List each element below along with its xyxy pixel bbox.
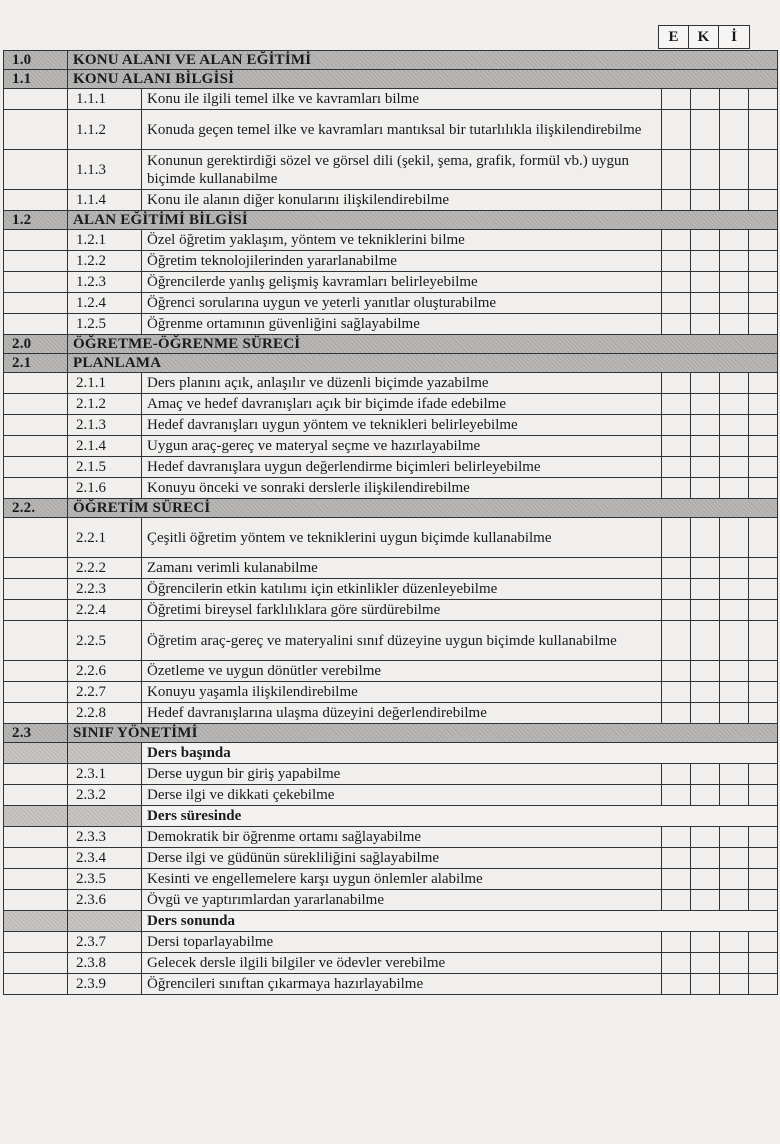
rating-cell-k[interactable] bbox=[691, 373, 720, 394]
rating-cell-extra[interactable] bbox=[749, 764, 778, 785]
criterion-code: 2.1.6 bbox=[68, 478, 142, 499]
criterion-row bbox=[4, 785, 778, 806]
criterion-row bbox=[4, 827, 778, 848]
subsection-code-blank bbox=[68, 806, 142, 827]
rating-cell-extra[interactable] bbox=[749, 314, 778, 335]
rating-cell-k[interactable] bbox=[691, 415, 720, 436]
section-code: 1.1 bbox=[4, 70, 68, 89]
criterion-text: Konu ile ilgili temel ilke ve kavramları bilme bbox=[142, 89, 662, 110]
rating-cell-extra[interactable] bbox=[749, 373, 778, 394]
criterion-text: Hedef davranışları uygun yöntem ve teknikleri belirleyebilme bbox=[142, 415, 662, 436]
subsection-code-blank bbox=[68, 743, 142, 764]
criterion-text: Konunun gerektirdiği sözel ve görsel dili (şekil, şema, grafik, formül vb.) uygun biçimde kullanabilme bbox=[142, 150, 662, 190]
section-code: 2.0 bbox=[4, 335, 68, 354]
criterion-text: Zamanı verimli kulanabilme bbox=[142, 558, 662, 579]
rating-cell-k[interactable] bbox=[691, 293, 720, 314]
criterion-row bbox=[4, 272, 778, 293]
rating-cell-extra[interactable] bbox=[749, 600, 778, 621]
rating-cell-k[interactable] bbox=[691, 457, 720, 478]
rating-cell-i[interactable] bbox=[720, 661, 749, 682]
rating-cell-k[interactable] bbox=[691, 436, 720, 457]
rating-cell-e[interactable] bbox=[662, 869, 691, 890]
criterion-text: Özetleme ve uygun dönütler verebilme bbox=[142, 661, 662, 682]
rating-cell-i[interactable] bbox=[720, 621, 749, 661]
criterion-code: 2.3.1 bbox=[68, 764, 142, 785]
criterion-text: Özel öğretim yaklaşım, yöntem ve tekniklerini bilme bbox=[142, 230, 662, 251]
rating-cell-i[interactable] bbox=[720, 682, 749, 703]
subsection-blank bbox=[4, 911, 68, 932]
rating-cell-i[interactable] bbox=[720, 150, 749, 190]
indent-cell bbox=[4, 953, 68, 974]
rating-cell-extra[interactable] bbox=[749, 579, 778, 600]
rating-cell-extra[interactable] bbox=[749, 394, 778, 415]
rating-cell-extra[interactable] bbox=[749, 621, 778, 661]
rating-cell-e[interactable] bbox=[662, 478, 691, 499]
rating-cell-extra[interactable] bbox=[749, 661, 778, 682]
indent-cell bbox=[4, 682, 68, 703]
rating-cell-i[interactable] bbox=[720, 293, 749, 314]
indent-cell bbox=[4, 457, 68, 478]
criterion-text: Derse ilgi ve dikkati çekebilme bbox=[142, 785, 662, 806]
section-title: ÖĞRETİM SÜRECİ bbox=[68, 499, 778, 518]
section-header-row bbox=[4, 51, 778, 70]
rating-cell-k[interactable] bbox=[691, 314, 720, 335]
criterion-code: 1.2.2 bbox=[68, 251, 142, 272]
criterion-text: Çeşitli öğretim yöntem ve tekniklerini uygun biçimde kullanabilme bbox=[142, 518, 662, 558]
criterion-row bbox=[4, 110, 778, 150]
criterion-row bbox=[4, 415, 778, 436]
criterion-text: Demokratik bir öğrenme ortamı sağlayabilme bbox=[142, 827, 662, 848]
criterion-code: 2.3.3 bbox=[68, 827, 142, 848]
rating-cell-k[interactable] bbox=[691, 848, 720, 869]
rating-cell-e[interactable] bbox=[662, 230, 691, 251]
rating-cell-e[interactable] bbox=[662, 89, 691, 110]
subsection-title: Ders başında bbox=[142, 743, 778, 764]
rating-cell-e[interactable] bbox=[662, 827, 691, 848]
criterion-text: Hedef davranışlarına ulaşma düzeyini değerlendirebilme bbox=[142, 703, 662, 724]
criterion-row bbox=[4, 953, 778, 974]
criterion-row bbox=[4, 394, 778, 415]
indent-cell bbox=[4, 394, 68, 415]
section-title: PLANLAMA bbox=[68, 354, 778, 373]
rating-cell-k[interactable] bbox=[691, 785, 720, 806]
rating-header-k: K bbox=[689, 26, 719, 48]
rating-cell-extra[interactable] bbox=[749, 251, 778, 272]
rating-cell-extra[interactable] bbox=[749, 974, 778, 995]
criterion-text: Övgü ve yaptırımlardan yararlanabilme bbox=[142, 890, 662, 911]
rating-cell-i[interactable] bbox=[720, 478, 749, 499]
rating-cell-k[interactable] bbox=[691, 932, 720, 953]
section-header-row bbox=[4, 499, 778, 518]
criterion-code: 2.3.5 bbox=[68, 869, 142, 890]
criterion-code: 1.1.1 bbox=[68, 89, 142, 110]
subsection-blank bbox=[4, 743, 68, 764]
criterion-text: Öğrencilerin etkin katılımı için etkinlikler düzenleyebilme bbox=[142, 579, 662, 600]
indent-cell bbox=[4, 293, 68, 314]
criterion-code: 2.3.8 bbox=[68, 953, 142, 974]
rating-cell-k[interactable] bbox=[691, 251, 720, 272]
rating-cell-i[interactable] bbox=[720, 974, 749, 995]
rating-cell-extra[interactable] bbox=[749, 848, 778, 869]
rating-cell-i[interactable] bbox=[720, 518, 749, 558]
rating-cell-extra[interactable] bbox=[749, 953, 778, 974]
rating-cell-i[interactable] bbox=[720, 251, 749, 272]
indent-cell bbox=[4, 478, 68, 499]
criterion-row bbox=[4, 457, 778, 478]
rating-cell-k[interactable] bbox=[691, 600, 720, 621]
criterion-code: 1.1.2 bbox=[68, 110, 142, 150]
criterion-row bbox=[4, 478, 778, 499]
rating-cell-i[interactable] bbox=[720, 415, 749, 436]
section-header-row bbox=[4, 211, 778, 230]
criterion-code: 2.2.7 bbox=[68, 682, 142, 703]
criterion-code: 1.1.4 bbox=[68, 190, 142, 211]
rating-cell-e[interactable] bbox=[662, 436, 691, 457]
rating-header-i: İ bbox=[731, 29, 737, 45]
rating-cell-extra[interactable] bbox=[749, 230, 778, 251]
indent-cell bbox=[4, 703, 68, 724]
indent-cell bbox=[4, 932, 68, 953]
rating-cell-e[interactable] bbox=[662, 890, 691, 911]
rating-cell-e[interactable] bbox=[662, 785, 691, 806]
rating-cell-i[interactable] bbox=[720, 869, 749, 890]
criterion-code: 2.3.4 bbox=[68, 848, 142, 869]
rating-cell-extra[interactable] bbox=[749, 293, 778, 314]
indent-cell bbox=[4, 848, 68, 869]
rating-cell-e[interactable] bbox=[662, 394, 691, 415]
rating-cell-e[interactable] bbox=[662, 764, 691, 785]
rating-cell-k[interactable] bbox=[691, 703, 720, 724]
subsection-blank bbox=[4, 806, 68, 827]
criterion-code: 2.1.1 bbox=[68, 373, 142, 394]
rating-column-header bbox=[658, 25, 750, 49]
section-code: 2.1 bbox=[4, 354, 68, 373]
indent-cell bbox=[4, 974, 68, 995]
criterion-row bbox=[4, 703, 778, 724]
rating-cell-i[interactable] bbox=[720, 373, 749, 394]
rating-cell-extra[interactable] bbox=[749, 89, 778, 110]
criterion-text: Konuda geçen temel ilke ve kavramları mantıksal bir tutarlılıkla ilişkilendirebilme bbox=[142, 110, 662, 150]
rating-cell-extra[interactable] bbox=[749, 890, 778, 911]
rating-header-e: E bbox=[659, 26, 689, 48]
criterion-text: Kesinti ve engellemelere karşı uygun önlemler alabilme bbox=[142, 869, 662, 890]
rating-cell-extra[interactable] bbox=[749, 827, 778, 848]
criterion-code: 1.2.4 bbox=[68, 293, 142, 314]
rating-cell-k[interactable] bbox=[691, 869, 720, 890]
rating-cell-extra[interactable] bbox=[749, 558, 778, 579]
subsection-code-blank bbox=[68, 911, 142, 932]
criterion-row bbox=[4, 621, 778, 661]
rating-cell-k[interactable] bbox=[691, 478, 720, 499]
subsection-title: Ders süresinde bbox=[142, 806, 778, 827]
criterion-row bbox=[4, 869, 778, 890]
rating-cell-e[interactable] bbox=[662, 190, 691, 211]
criterion-row bbox=[4, 314, 778, 335]
indent-cell bbox=[4, 436, 68, 457]
rating-cell-i[interactable] bbox=[720, 190, 749, 211]
criterion-text: Derse uygun bir giriş yapabilme bbox=[142, 764, 662, 785]
section-header-row bbox=[4, 354, 778, 373]
criterion-code: 2.1.3 bbox=[68, 415, 142, 436]
section-title: KONU ALANI BİLGİSİ bbox=[68, 70, 778, 89]
criterion-row bbox=[4, 89, 778, 110]
criterion-text: Öğrencileri sınıftan çıkarmaya hazırlayabilme bbox=[142, 974, 662, 995]
rating-cell-i[interactable] bbox=[720, 558, 749, 579]
criterion-text: Dersi toparlayabilme bbox=[142, 932, 662, 953]
rating-cell-extra[interactable] bbox=[749, 785, 778, 806]
criterion-text: Amaç ve hedef davranışları açık bir biçimde ifade edebilme bbox=[142, 394, 662, 415]
criterion-code: 2.3.2 bbox=[68, 785, 142, 806]
section-code: 2.2. bbox=[4, 499, 68, 518]
rating-cell-i[interactable] bbox=[720, 394, 749, 415]
indent-cell bbox=[4, 150, 68, 190]
criterion-code: 2.3.7 bbox=[68, 932, 142, 953]
rating-cell-k[interactable] bbox=[691, 558, 720, 579]
rating-cell-e[interactable] bbox=[662, 953, 691, 974]
indent-cell bbox=[4, 415, 68, 436]
rating-cell-extra[interactable] bbox=[749, 457, 778, 478]
indent-cell bbox=[4, 518, 68, 558]
criterion-code: 2.3.6 bbox=[68, 890, 142, 911]
criterion-code: 2.2.5 bbox=[68, 621, 142, 661]
form-body bbox=[4, 51, 778, 995]
section-title: ALAN EĞİTİMİ BİLGİSİ bbox=[68, 211, 778, 230]
rating-cell-k[interactable] bbox=[691, 518, 720, 558]
indent-cell bbox=[4, 373, 68, 394]
section-header-row bbox=[4, 335, 778, 354]
criterion-code: 1.1.3 bbox=[68, 150, 142, 190]
section-code: 1.2 bbox=[4, 211, 68, 230]
rating-cell-extra[interactable] bbox=[749, 150, 778, 190]
indent-cell bbox=[4, 621, 68, 661]
rating-cell-e[interactable] bbox=[662, 974, 691, 995]
indent-cell bbox=[4, 110, 68, 150]
criterion-text: Derse ilgi ve güdünün sürekliliğini sağlayabilme bbox=[142, 848, 662, 869]
rating-cell-i[interactable] bbox=[720, 827, 749, 848]
rating-cell-e[interactable] bbox=[662, 314, 691, 335]
rating-cell-i[interactable] bbox=[720, 848, 749, 869]
criterion-code: 2.3.9 bbox=[68, 974, 142, 995]
indent-cell bbox=[4, 272, 68, 293]
indent-cell bbox=[4, 785, 68, 806]
criterion-text: Öğrenci sorularına uygun ve yeterli yanıtlar oluşturabilme bbox=[142, 293, 662, 314]
indent-cell bbox=[4, 89, 68, 110]
criterion-code: 2.1.5 bbox=[68, 457, 142, 478]
criterion-row bbox=[4, 436, 778, 457]
rating-cell-e[interactable] bbox=[662, 251, 691, 272]
rating-cell-k[interactable] bbox=[691, 110, 720, 150]
rating-cell-e[interactable] bbox=[662, 621, 691, 661]
indent-cell bbox=[4, 190, 68, 211]
rating-cell-e[interactable] bbox=[662, 293, 691, 314]
subsection-title: Ders sonunda bbox=[142, 911, 778, 932]
rating-cell-k[interactable] bbox=[691, 764, 720, 785]
section-title: ÖĞRETME-ÖĞRENME SÜRECİ bbox=[68, 335, 778, 354]
criterion-text: Konuyu önceki ve sonraki derslerle ilişkilendirebilme bbox=[142, 478, 662, 499]
criterion-code: 2.1.4 bbox=[68, 436, 142, 457]
rating-cell-extra[interactable] bbox=[749, 518, 778, 558]
rating-cell-i[interactable] bbox=[720, 272, 749, 293]
rating-cell-e[interactable] bbox=[662, 703, 691, 724]
evaluation-form-table bbox=[3, 50, 778, 995]
criterion-row bbox=[4, 682, 778, 703]
criterion-code: 2.2.6 bbox=[68, 661, 142, 682]
rating-cell-e[interactable] bbox=[662, 110, 691, 150]
criterion-row bbox=[4, 230, 778, 251]
rating-cell-i[interactable] bbox=[720, 436, 749, 457]
rating-cell-extra[interactable] bbox=[749, 415, 778, 436]
rating-cell-e[interactable] bbox=[662, 457, 691, 478]
criterion-code: 1.2.3 bbox=[68, 272, 142, 293]
criterion-code: 1.2.5 bbox=[68, 314, 142, 335]
rating-cell-i[interactable] bbox=[720, 230, 749, 251]
rating-cell-k[interactable] bbox=[691, 272, 720, 293]
rating-cell-i[interactable] bbox=[720, 89, 749, 110]
rating-cell-i[interactable] bbox=[720, 314, 749, 335]
criterion-text: Öğretimi bireysel farklılıklara göre sürdürebilme bbox=[142, 600, 662, 621]
rating-cell-k[interactable] bbox=[691, 890, 720, 911]
rating-cell-e[interactable] bbox=[662, 373, 691, 394]
rating-cell-k[interactable] bbox=[691, 230, 720, 251]
indent-cell bbox=[4, 579, 68, 600]
section-header-row bbox=[4, 70, 778, 89]
subsection-row bbox=[4, 806, 778, 827]
subsection-row bbox=[4, 743, 778, 764]
criterion-code: 2.2.8 bbox=[68, 703, 142, 724]
criterion-code: 1.2.1 bbox=[68, 230, 142, 251]
criterion-text: Öğretim araç-gereç ve materyalini sınıf düzeyine uygun biçimde kullanabilme bbox=[142, 621, 662, 661]
rating-cell-i[interactable] bbox=[720, 600, 749, 621]
rating-cell-k[interactable] bbox=[691, 953, 720, 974]
rating-cell-k[interactable] bbox=[691, 974, 720, 995]
rating-cell-k[interactable] bbox=[691, 89, 720, 110]
rating-cell-i[interactable] bbox=[720, 703, 749, 724]
rating-cell-k[interactable] bbox=[691, 682, 720, 703]
criterion-text: Öğretim teknolojilerinden yararlanabilme bbox=[142, 251, 662, 272]
criterion-code: 2.2.4 bbox=[68, 600, 142, 621]
criterion-row bbox=[4, 890, 778, 911]
indent-cell bbox=[4, 661, 68, 682]
rating-cell-extra[interactable] bbox=[749, 478, 778, 499]
criterion-text: Gelecek dersle ilgili bilgiler ve ödevler verebilme bbox=[142, 953, 662, 974]
criterion-row bbox=[4, 293, 778, 314]
indent-cell bbox=[4, 558, 68, 579]
rating-cell-k[interactable] bbox=[691, 579, 720, 600]
criterion-row bbox=[4, 518, 778, 558]
criterion-text: Hedef davranışlara uygun değerlendirme biçimleri belirleyebilme bbox=[142, 457, 662, 478]
criterion-row bbox=[4, 251, 778, 272]
rating-cell-k[interactable] bbox=[691, 621, 720, 661]
rating-cell-e[interactable] bbox=[662, 848, 691, 869]
indent-cell bbox=[4, 827, 68, 848]
criterion-row bbox=[4, 373, 778, 394]
rating-cell-i[interactable] bbox=[720, 579, 749, 600]
rating-cell-i[interactable] bbox=[720, 110, 749, 150]
indent-cell bbox=[4, 314, 68, 335]
rating-cell-extra[interactable] bbox=[749, 110, 778, 150]
rating-cell-e[interactable] bbox=[662, 661, 691, 682]
rating-cell-k[interactable] bbox=[691, 190, 720, 211]
rating-cell-extra[interactable] bbox=[749, 682, 778, 703]
criterion-row bbox=[4, 600, 778, 621]
rating-cell-e[interactable] bbox=[662, 272, 691, 293]
rating-cell-k[interactable] bbox=[691, 394, 720, 415]
rating-cell-k[interactable] bbox=[691, 150, 720, 190]
rating-cell-e[interactable] bbox=[662, 415, 691, 436]
criterion-text: Konuyu yaşamla ilişkilendirebilme bbox=[142, 682, 662, 703]
rating-cell-extra[interactable] bbox=[749, 272, 778, 293]
section-header-row bbox=[4, 724, 778, 743]
indent-cell bbox=[4, 869, 68, 890]
criterion-text: Öğrencilerde yanlış gelişmiş kavramları belirleyebilme bbox=[142, 272, 662, 293]
rating-cell-e[interactable] bbox=[662, 682, 691, 703]
criterion-row bbox=[4, 579, 778, 600]
rating-cell-k[interactable] bbox=[691, 661, 720, 682]
section-title: KONU ALANI VE ALAN EĞİTİMİ bbox=[68, 51, 778, 70]
rating-cell-i[interactable] bbox=[720, 932, 749, 953]
indent-cell bbox=[4, 764, 68, 785]
rating-cell-i[interactable] bbox=[720, 890, 749, 911]
subsection-row bbox=[4, 911, 778, 932]
rating-cell-e[interactable] bbox=[662, 600, 691, 621]
criterion-row bbox=[4, 932, 778, 953]
rating-cell-i[interactable] bbox=[720, 764, 749, 785]
section-title: SINIF YÖNETİMİ bbox=[68, 724, 778, 743]
rating-cell-k[interactable] bbox=[691, 827, 720, 848]
rating-cell-e[interactable] bbox=[662, 932, 691, 953]
criterion-text: Ders planını açık, anlaşılır ve düzenli biçimde yazabilme bbox=[142, 373, 662, 394]
indent-cell bbox=[4, 251, 68, 272]
criterion-row bbox=[4, 661, 778, 682]
rating-cell-extra[interactable] bbox=[749, 190, 778, 211]
section-code: 1.0 bbox=[4, 51, 68, 70]
rating-cell-e[interactable] bbox=[662, 558, 691, 579]
rating-cell-e[interactable] bbox=[662, 150, 691, 190]
criterion-row bbox=[4, 974, 778, 995]
criterion-code: 2.2.1 bbox=[68, 518, 142, 558]
criterion-text: Uygun araç-gereç ve materyal seçme ve hazırlayabilme bbox=[142, 436, 662, 457]
criterion-text: Öğrenme ortamının güvenliğini sağlayabilme bbox=[142, 314, 662, 335]
criterion-row bbox=[4, 190, 778, 211]
rating-cell-extra[interactable] bbox=[749, 932, 778, 953]
criterion-code: 2.1.2 bbox=[68, 394, 142, 415]
indent-cell bbox=[4, 230, 68, 251]
criterion-code: 2.2.2 bbox=[68, 558, 142, 579]
rating-cell-i[interactable] bbox=[720, 457, 749, 478]
criterion-row bbox=[4, 558, 778, 579]
criterion-row bbox=[4, 848, 778, 869]
criterion-row bbox=[4, 150, 778, 190]
section-code: 2.3 bbox=[4, 724, 68, 743]
rating-cell-extra[interactable] bbox=[749, 869, 778, 890]
rating-cell-extra[interactable] bbox=[749, 703, 778, 724]
indent-cell bbox=[4, 890, 68, 911]
rating-cell-i[interactable] bbox=[720, 953, 749, 974]
rating-cell-e[interactable] bbox=[662, 579, 691, 600]
indent-cell bbox=[4, 600, 68, 621]
criterion-row bbox=[4, 764, 778, 785]
criterion-text: Konu ile alanın diğer konularını ilişkilendirebilme bbox=[142, 190, 662, 211]
rating-cell-i[interactable] bbox=[720, 785, 749, 806]
rating-cell-extra[interactable] bbox=[749, 436, 778, 457]
rating-cell-e[interactable] bbox=[662, 518, 691, 558]
criterion-code: 2.2.3 bbox=[68, 579, 142, 600]
